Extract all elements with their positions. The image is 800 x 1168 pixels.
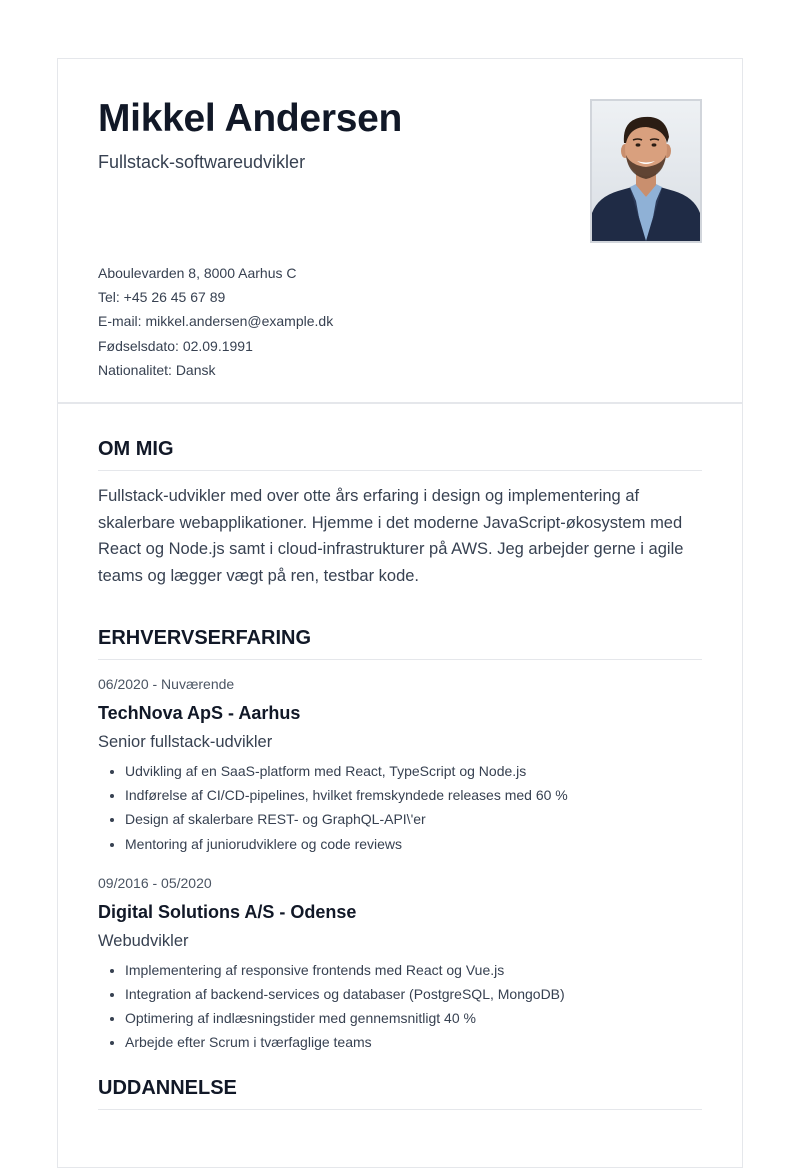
job-bullets <box>98 958 702 1055</box>
section-heading-experience: ERHVERVSERFARING <box>98 627 702 660</box>
job-company: Digital Solutions A/S - Odense <box>98 901 357 922</box>
job-bullet: • Implementering af responsive frontends med React og Vue.js <box>125 958 702 982</box>
job-role: Webudvikler <box>98 931 189 950</box>
job-title: Fullstack-softwareudvikler <box>98 152 306 172</box>
about-text: Fullstack-udvikler med over otte års erfaring i design og implementering af skalerbare webapplikationer. Hjemme i det moderne JavaScript-økosystem med React og Node.js samt i cloud-infrastrukturer på AWS. Jeg arbejder gerne i agile teams og lægger vægt på ren, testbar kode. <box>98 487 684 585</box>
job-bullet: • Design af skalerbare REST- og GraphQL-API\'er <box>125 807 702 831</box>
cv-body <box>58 438 742 1110</box>
profile-photo <box>590 99 702 243</box>
job-date: 09/2016 - 05/2020 <box>98 874 212 891</box>
contact-email: E-mail: mikkel.andersen@example.dk <box>98 313 334 330</box>
job-bullet: • Udvikling af en SaaS-platform med React, TypeScript og Node.js <box>125 759 702 783</box>
contact-list <box>98 261 333 382</box>
contact-nationality: Nationalitet: Dansk <box>98 361 216 378</box>
job-entry <box>98 874 702 1055</box>
job-role: Senior fullstack-udvikler <box>98 733 273 751</box>
job-bullet: • Mentoring af juniorudviklere og code reviews <box>125 832 702 856</box>
contact-birthdate: Fødselsdato: 02.09.1991 <box>98 337 253 354</box>
job-bullet: • Arbejde efter Scrum i tværfaglige teams <box>125 1030 702 1054</box>
section-heading-education: UDDANNELSE <box>98 1077 702 1110</box>
job-company: TechNova ApS - Aarhus <box>98 703 301 723</box>
contact-address: Aboulevarden 8, 8000 Aarhus C <box>98 265 297 281</box>
cv-page <box>57 58 743 1168</box>
portrait-image <box>592 101 700 241</box>
job-bullets <box>98 759 702 856</box>
section-heading-about: OM MIG <box>98 438 702 471</box>
job-date: 06/2020 - Nuværende <box>98 676 235 692</box>
job-entry <box>98 675 702 856</box>
job-bullet: • Indførelse af CI/CD-pipelines, hvilket fremskyndede releases med 60 % <box>125 783 702 807</box>
contact-phone: Tel: +45 26 45 67 89 <box>98 289 226 306</box>
job-bullet: • Optimering af indlæsningstider med gennemsnitligt 40 % <box>125 1006 702 1030</box>
person-name: Mikkel Andersen <box>98 97 402 140</box>
job-bullet: • Integration af backend-services og databaser (PostgreSQL, MongoDB) <box>125 982 702 1006</box>
cv-header <box>58 59 742 404</box>
